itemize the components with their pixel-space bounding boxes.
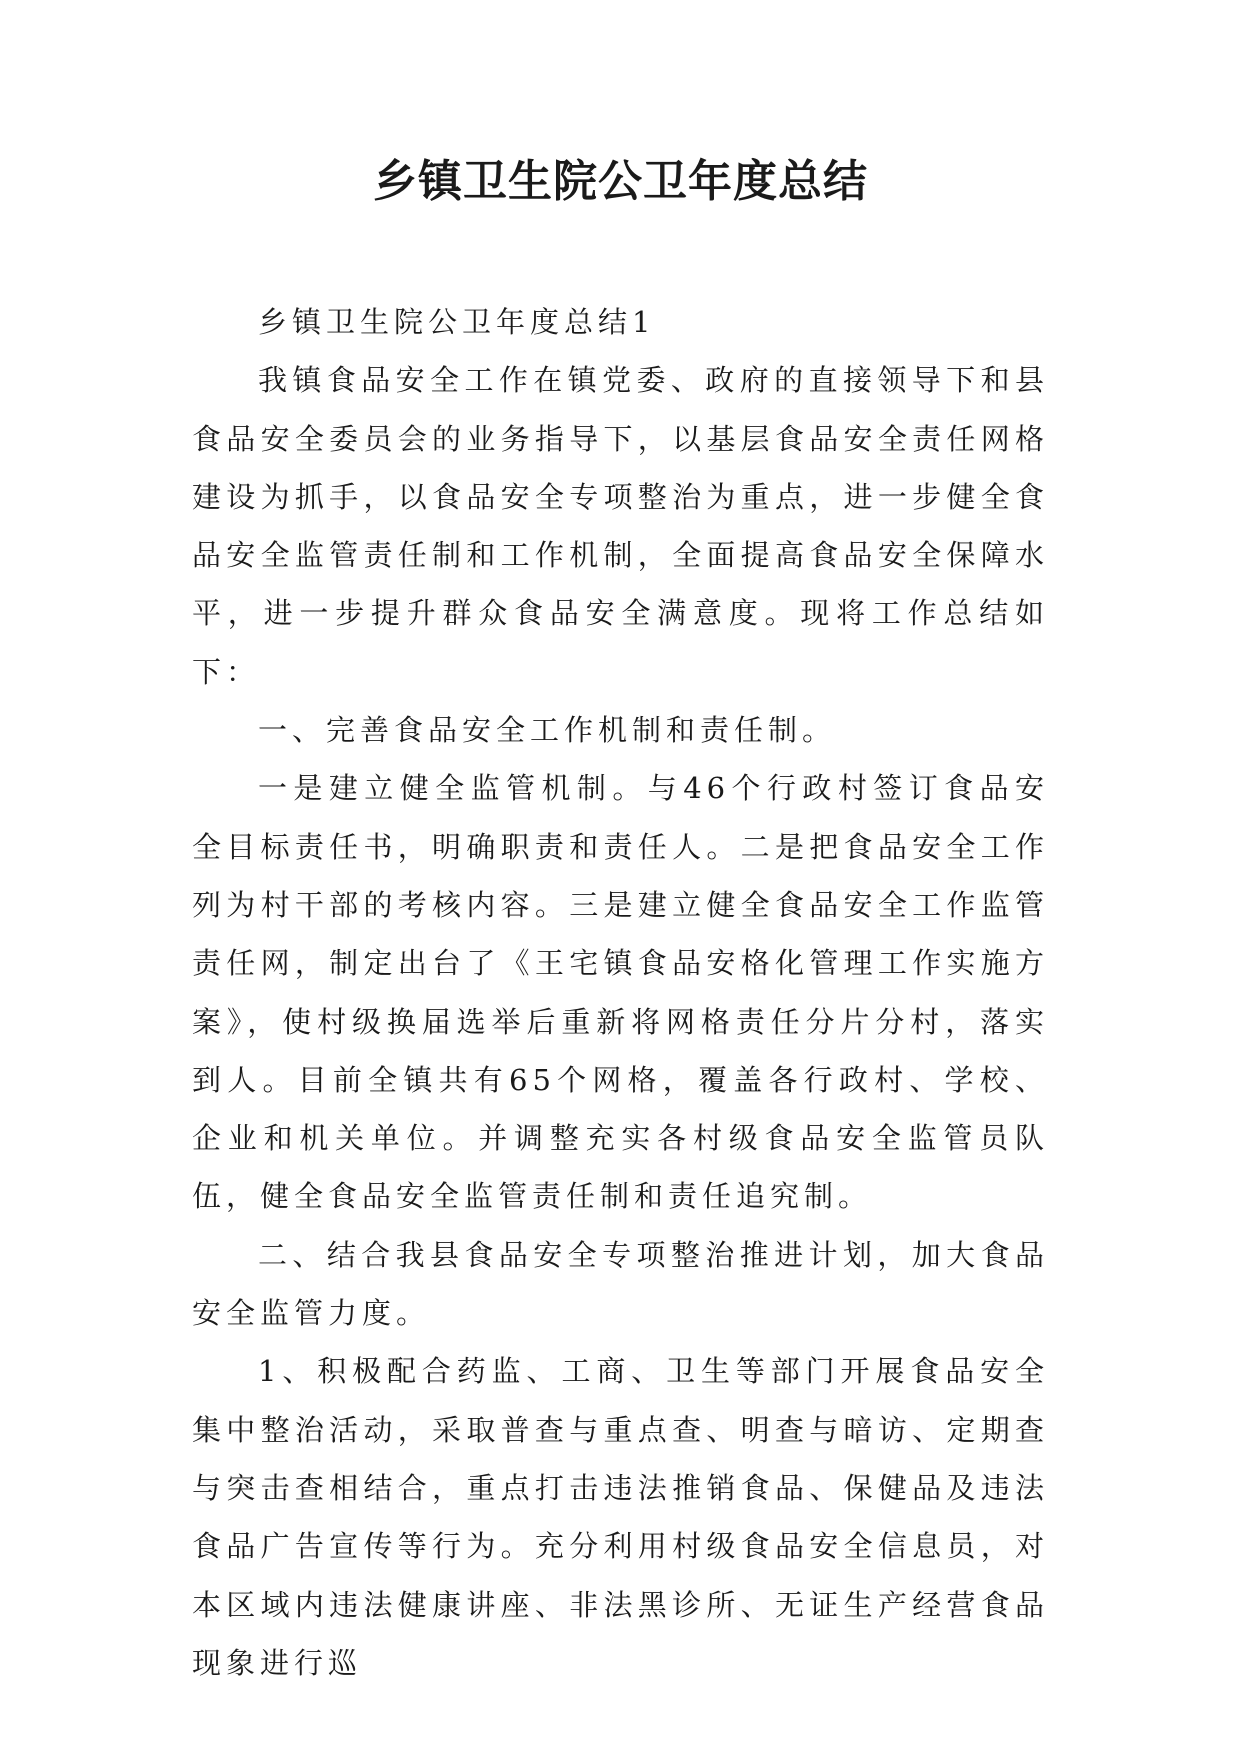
- document-body: [192, 293, 1049, 1692]
- paragraph-intro: 我镇食品安全工作在镇党委、政府的直接领导下和县食品安全委员会的业务指导下，以基层食品安全责任网格建设为抓手，以食品安全专项整治为重点，进一步健全食品安全监管责任制和工作机制，全面提高食品安全保障水平，进一步提升群众食品安全满意度。现将工作总结如下：: [192, 363, 1049, 689]
- paragraph-section-1: 一是建立健全监管机制。与46个行政村签订食品安全目标责任书，明确职责和责任人。二是把食品安全工作列为村干部的考核内容。三是建立健全食品安全工作监管责任网，制定出台了《王宅镇食品安格化管理工作实施方案》，使村级换届选举后重新将网格责任分片分村，落实到人。目前全镇共有65个网格，覆盖各行政村、学校、企业和机关单位。并调整充实各村级食品安全监管员队伍，健全食品安全监管责任制和责任追究制。: [192, 771, 1049, 1214]
- section-heading-1: 一、完善食品安全工作机制和责任制。: [258, 713, 837, 748]
- section-heading-2: 二、结合我县食品安全专项整治推进计划，加大食品安全监管力度。: [192, 1237, 1049, 1331]
- paragraph-subtitle: 乡镇卫生院公卫年度总结1: [258, 305, 656, 339]
- document-title: 乡镇卫生院公卫年度总结: [373, 156, 868, 207]
- paragraph-item-1: 1、积极配合药监、工商、卫生等部门开展食品安全集中整治活动，采取普查与重点查、明查与暗访、定期查与突击查相结合，重点打击违法推销食品、保健品及违法食品广告宣传等行为。充分利用村级食品安全信息员，对本区域内违法健康讲座、非法黑诊所、无证生产经营食品现象进行巡: [192, 1354, 1049, 1680]
